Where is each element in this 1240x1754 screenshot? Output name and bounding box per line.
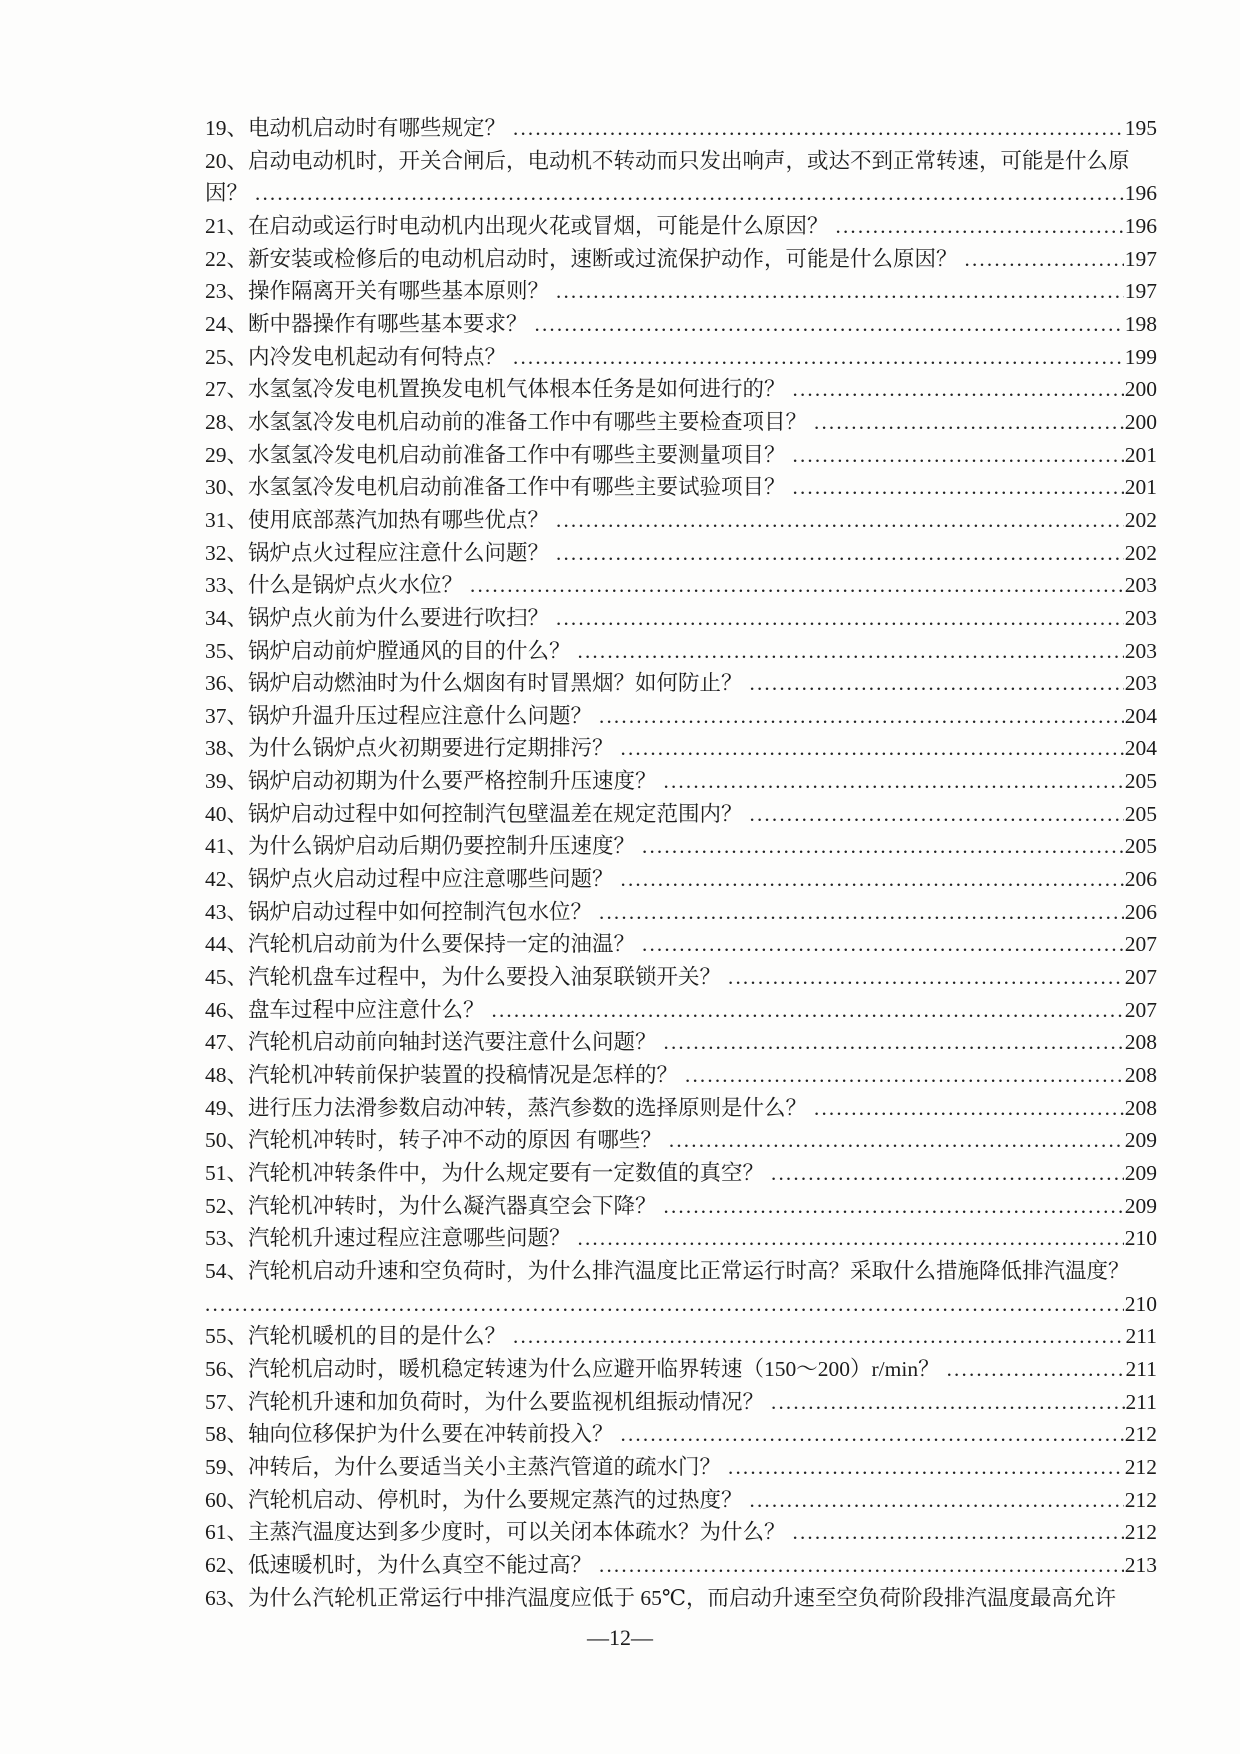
dot-leader bbox=[513, 1320, 1125, 1353]
toc-entry bbox=[205, 177, 1157, 210]
entry-number: 33、 bbox=[205, 573, 249, 598]
toc-entry bbox=[205, 275, 1157, 308]
entry-text: 汽轮机升速和加负荷时，为什么要监视机组振动情况？ bbox=[248, 1389, 765, 1414]
dot-leader bbox=[599, 1549, 1124, 1582]
entry-text: 操作隔离开关有哪些基本原则？ bbox=[248, 279, 550, 304]
entry-number: 31、 bbox=[205, 507, 249, 532]
page-number: 204 bbox=[1124, 703, 1157, 728]
toc-entry bbox=[205, 732, 1157, 765]
page-number: 208 bbox=[1124, 1030, 1157, 1055]
entry-number: 44、 bbox=[205, 932, 249, 957]
page-number: 201 bbox=[1124, 442, 1157, 467]
dot-leader bbox=[793, 471, 1124, 504]
toc-entry bbox=[205, 798, 1157, 831]
page-number: 206 bbox=[1124, 867, 1157, 892]
entry-text: 汽轮机启动、停机时，为什么要规定蒸汽的过热度？ bbox=[248, 1487, 743, 1512]
page-number: 207 bbox=[1124, 932, 1157, 957]
page-number: 212 bbox=[1124, 1487, 1157, 1512]
toc-entry bbox=[205, 243, 1157, 276]
dot-leader bbox=[556, 504, 1124, 537]
entry-number: 54、 bbox=[205, 1258, 249, 1283]
page-number: 205 bbox=[1124, 769, 1157, 794]
page-number: 212 bbox=[1124, 1422, 1157, 1447]
toc-entry bbox=[205, 569, 1157, 602]
page-number: 208 bbox=[1124, 1063, 1157, 1088]
entry-number: 50、 bbox=[205, 1128, 249, 1153]
dot-leader bbox=[836, 210, 1124, 243]
dot-leader bbox=[664, 765, 1124, 798]
entry-number: 55、 bbox=[205, 1324, 249, 1349]
page-number: 200 bbox=[1124, 377, 1157, 402]
toc-entry bbox=[205, 961, 1157, 994]
entry-text: 为什么锅炉启动后期仍要控制升压速度？ bbox=[248, 834, 636, 859]
entry-text: 汽轮机启动升速和空负荷时，为什么排汽温度比正常运行时高？采取什么措施降低排汽温度？ bbox=[248, 1258, 1130, 1283]
toc-entry bbox=[205, 1320, 1157, 1353]
page-number: 211 bbox=[1125, 1389, 1157, 1414]
entry-text: 汽轮机启动时，暖机稳定转速为什么应避开临界转速（150～200）r/min？ bbox=[248, 1356, 940, 1381]
entry-text: 电动机启动时有哪些规定？ bbox=[248, 116, 507, 140]
entry-number: 21、 bbox=[205, 213, 249, 238]
toc-entry bbox=[205, 504, 1157, 537]
entry-number: 27、 bbox=[205, 377, 249, 402]
page-number: 201 bbox=[1124, 475, 1157, 500]
page-number: 197 bbox=[1124, 246, 1157, 271]
dot-leader bbox=[513, 341, 1124, 374]
toc-entry bbox=[205, 896, 1157, 929]
dot-leader bbox=[556, 602, 1124, 635]
toc-entry bbox=[205, 341, 1157, 374]
entry-number: 62、 bbox=[205, 1552, 249, 1577]
entry-text: 锅炉启动燃油时为什么烟囱有时冒黑烟？如何防止？ bbox=[248, 671, 743, 696]
page-number: 204 bbox=[1124, 736, 1157, 761]
toc-entry bbox=[205, 537, 1157, 570]
page-number: 209 bbox=[1124, 1193, 1157, 1218]
entry-number: 24、 bbox=[205, 311, 249, 336]
entry-text: 汽轮机启动前为什么要保持一定的油温？ bbox=[248, 932, 636, 957]
page-number: 202 bbox=[1124, 540, 1157, 565]
page-number: 211 bbox=[1125, 1324, 1157, 1349]
entry-number: 37、 bbox=[205, 703, 249, 728]
page-number: 207 bbox=[1124, 965, 1157, 990]
page-number: 199 bbox=[1124, 344, 1157, 369]
page-number: 198 bbox=[1124, 311, 1157, 336]
dot-leader bbox=[750, 667, 1124, 700]
toc-entry bbox=[205, 863, 1157, 896]
page-number: 209 bbox=[1124, 1161, 1157, 1185]
dot-leader bbox=[470, 569, 1124, 602]
entry-number: 30、 bbox=[205, 475, 249, 500]
dot-leader bbox=[621, 1418, 1124, 1451]
entry-number: 20、 bbox=[205, 148, 249, 173]
dot-leader bbox=[205, 1288, 1124, 1321]
entry-text: 汽轮机盘车过程中，为什么要投入油泵联锁开关？ bbox=[248, 965, 722, 990]
dot-leader bbox=[750, 798, 1124, 831]
toc-entry bbox=[205, 1549, 1157, 1582]
entry-text: 锅炉启动过程中如何控制汽包水位？ bbox=[248, 899, 593, 924]
toc-entry bbox=[205, 210, 1157, 243]
dot-leader bbox=[664, 1190, 1124, 1223]
page-number: 209 bbox=[1124, 1128, 1157, 1153]
toc-entry bbox=[205, 1124, 1157, 1157]
entry-text: 汽轮机冲转条件中，为什么规定要有一定数值的真空？ bbox=[248, 1161, 765, 1185]
page-number: 203 bbox=[1124, 671, 1157, 696]
entry-number: 57、 bbox=[205, 1389, 249, 1414]
entry-text: 因？ bbox=[205, 181, 249, 206]
entry-number: 51、 bbox=[205, 1161, 249, 1185]
toc-entry bbox=[205, 1451, 1157, 1484]
entry-text: 在启动或运行时电动机内出现火花或冒烟，可能是什么原因？ bbox=[248, 213, 829, 238]
dot-leader bbox=[685, 1059, 1124, 1092]
dot-leader bbox=[728, 1451, 1124, 1484]
entry-text: 锅炉启动初期为什么要严格控制升压速度？ bbox=[248, 769, 657, 794]
entry-number: 58、 bbox=[205, 1422, 249, 1447]
page-number: 203 bbox=[1124, 605, 1157, 630]
entry-text: 汽轮机冲转时，为什么凝汽器真空会下降？ bbox=[248, 1193, 657, 1218]
toc-entry bbox=[205, 112, 1157, 145]
entry-number: 19、 bbox=[205, 116, 249, 140]
dot-leader bbox=[255, 177, 1124, 210]
toc-entry bbox=[205, 1157, 1157, 1190]
page-number: 210 bbox=[1124, 1226, 1157, 1251]
entry-number: 40、 bbox=[205, 801, 249, 826]
page-number: 211 bbox=[1125, 1356, 1157, 1381]
dot-leader bbox=[771, 1157, 1124, 1190]
dot-leader bbox=[793, 373, 1124, 406]
entry-text: 汽轮机冲转前保护装置的投稿情况是怎样的？ bbox=[248, 1063, 679, 1088]
entry-number: 53、 bbox=[205, 1226, 249, 1251]
entry-text: 断中器操作有哪些基本要求？ bbox=[248, 311, 528, 336]
toc-entry bbox=[205, 471, 1157, 504]
entry-text: 使用底部蒸汽加热有哪些优点？ bbox=[248, 507, 550, 532]
page-number: 202 bbox=[1124, 507, 1157, 532]
toc-entry bbox=[205, 830, 1157, 863]
entry-text: 锅炉点火启动过程中应注意哪些问题？ bbox=[248, 867, 614, 892]
toc-entry bbox=[205, 1190, 1157, 1223]
toc-entry bbox=[205, 1092, 1157, 1125]
page-number: 195 bbox=[1124, 116, 1157, 140]
toc-entry bbox=[205, 765, 1157, 798]
entry-number: 52、 bbox=[205, 1193, 249, 1218]
page-number: 207 bbox=[1124, 997, 1157, 1022]
toc-entry bbox=[205, 994, 1157, 1027]
page-number: 208 bbox=[1124, 1095, 1157, 1120]
entry-text: 锅炉启动过程中如何控制汽包壁温差在规定范围内？ bbox=[248, 801, 743, 826]
entry-number: 23、 bbox=[205, 279, 249, 304]
toc-entry bbox=[205, 1353, 1157, 1386]
entry-number: 63、 bbox=[205, 1585, 249, 1610]
dot-leader bbox=[621, 863, 1124, 896]
entry-text: 水氢氢冷发电机置换发电机气体根本任务是如何进行的？ bbox=[248, 377, 786, 402]
entry-number: 25、 bbox=[205, 344, 249, 369]
entry-number: 61、 bbox=[205, 1520, 249, 1545]
toc-entry bbox=[205, 928, 1157, 961]
dot-leader bbox=[556, 275, 1124, 308]
entry-text: 为什么锅炉点火初期要进行定期排污？ bbox=[248, 736, 614, 761]
entry-number: 49、 bbox=[205, 1095, 249, 1120]
toc-entry bbox=[205, 667, 1157, 700]
entry-number: 56、 bbox=[205, 1356, 249, 1381]
dot-leader bbox=[599, 700, 1124, 733]
dot-leader bbox=[642, 928, 1124, 961]
entry-text: 内冷发电机起动有何特点？ bbox=[248, 344, 507, 369]
entry-text: 水氢氢冷发电机启动前的准备工作中有哪些主要检查项目？ bbox=[248, 409, 808, 434]
page-number: 196 bbox=[1124, 181, 1157, 206]
entry-text: 水氢氢冷发电机启动前准备工作中有哪些主要试验项目？ bbox=[248, 475, 786, 500]
entry-text: 汽轮机升速过程应注意哪些问题？ bbox=[248, 1226, 571, 1251]
page-number: 200 bbox=[1124, 409, 1157, 434]
toc-entry bbox=[205, 1222, 1157, 1255]
page-number: 205 bbox=[1124, 801, 1157, 826]
entry-number: 46、 bbox=[205, 997, 249, 1022]
entry-text: 水氢氢冷发电机启动前准备工作中有哪些主要测量项目？ bbox=[248, 442, 786, 467]
page-number: 203 bbox=[1124, 573, 1157, 598]
dot-leader bbox=[578, 635, 1124, 668]
page-number: 205 bbox=[1124, 834, 1157, 859]
entry-number: 43、 bbox=[205, 899, 249, 924]
entry-number: 36、 bbox=[205, 671, 249, 696]
page-footer: —12— bbox=[587, 1625, 653, 1650]
entry-text: 为什么汽轮机正常运行中排汽温度应低于 65℃，而启动升速至空负荷阶段排汽温度最高允许 bbox=[248, 1585, 1116, 1610]
entry-number: 60、 bbox=[205, 1487, 249, 1512]
toc-entry bbox=[205, 145, 1157, 178]
dot-leader bbox=[642, 830, 1124, 863]
page-number: 206 bbox=[1124, 899, 1157, 924]
toc-entry bbox=[205, 1386, 1157, 1419]
toc-entry bbox=[205, 1288, 1157, 1321]
entry-number: 48、 bbox=[205, 1063, 249, 1088]
entry-text: 新安装或检修后的电动机启动时，速断或过流保护动作，可能是什么原因？ bbox=[248, 246, 958, 271]
dot-leader bbox=[513, 112, 1124, 145]
toc-entry bbox=[205, 1516, 1157, 1549]
entry-text: 什么是锅炉点火水位？ bbox=[248, 573, 464, 598]
dot-leader bbox=[669, 1124, 1124, 1157]
entry-text: 轴向位移保护为什么要在冲转前投入？ bbox=[248, 1422, 614, 1447]
toc-entry bbox=[205, 635, 1157, 668]
dot-leader bbox=[793, 439, 1124, 472]
dot-leader bbox=[771, 1386, 1125, 1419]
entry-text: 锅炉升温升压过程应注意什么问题？ bbox=[248, 703, 593, 728]
toc-entry bbox=[205, 308, 1157, 341]
toc-entry bbox=[205, 406, 1157, 439]
entry-number: 47、 bbox=[205, 1030, 249, 1055]
toc-entry bbox=[205, 1255, 1157, 1288]
dot-leader bbox=[556, 537, 1124, 570]
toc-entry bbox=[205, 373, 1157, 406]
entry-text: 低速暖机时，为什么真空不能过高？ bbox=[248, 1552, 593, 1577]
entry-number: 29、 bbox=[205, 442, 249, 467]
entry-text: 冲转后，为什么要适当关小主蒸汽管道的疏水门？ bbox=[248, 1454, 722, 1479]
entry-text: 汽轮机暖机的目的是什么？ bbox=[248, 1324, 507, 1349]
dot-leader bbox=[793, 1516, 1124, 1549]
dot-leader bbox=[947, 1353, 1125, 1386]
toc-entry bbox=[205, 1484, 1157, 1517]
toc-entry bbox=[205, 602, 1157, 635]
entry-text: 盘车过程中应注意什么？ bbox=[248, 997, 485, 1022]
entry-text: 汽轮机启动前向轴封送汽要注意什么问题？ bbox=[248, 1030, 657, 1055]
toc-entry bbox=[205, 439, 1157, 472]
entry-number: 42、 bbox=[205, 867, 249, 892]
dot-leader bbox=[578, 1222, 1124, 1255]
dot-leader bbox=[728, 961, 1124, 994]
entry-number: 38、 bbox=[205, 736, 249, 761]
entry-text: 锅炉点火前为什么要进行吹扫？ bbox=[248, 605, 550, 630]
dot-leader bbox=[621, 732, 1124, 765]
entry-number: 41、 bbox=[205, 834, 249, 859]
entry-number: 45、 bbox=[205, 965, 249, 990]
dot-leader bbox=[535, 308, 1124, 341]
dot-leader bbox=[965, 243, 1124, 276]
toc-entry bbox=[205, 700, 1157, 733]
page-number: 213 bbox=[1124, 1552, 1157, 1577]
page-number: 196 bbox=[1124, 213, 1157, 238]
entry-text: 启动电动机时，开关合闸后，电动机不转动而只发出响声，或达不到正常转速，可能是什么原 bbox=[248, 148, 1130, 173]
toc-entry bbox=[205, 1026, 1157, 1059]
entry-number: 59、 bbox=[205, 1454, 249, 1479]
toc-entry bbox=[205, 1418, 1157, 1451]
dot-leader bbox=[814, 1092, 1124, 1125]
toc-list bbox=[205, 112, 1157, 1614]
page-number: 210 bbox=[1124, 1291, 1157, 1316]
entry-text: 主蒸汽温度达到多少度时，可以关闭本体疏水？为什么？ bbox=[248, 1520, 786, 1545]
toc-entry bbox=[205, 1059, 1157, 1092]
entry-number: 39、 bbox=[205, 769, 249, 794]
dot-leader bbox=[492, 994, 1124, 1027]
page-number: 203 bbox=[1124, 638, 1157, 663]
entry-number: 32、 bbox=[205, 540, 249, 565]
entry-text: 进行压力法滑参数启动冲转，蒸汽参数的选择原则是什么？ bbox=[248, 1095, 808, 1120]
entry-text: 锅炉启动前炉膛通风的目的什么？ bbox=[248, 638, 571, 663]
entry-text: 锅炉点火过程应注意什么问题？ bbox=[248, 540, 550, 565]
entry-number: 22、 bbox=[205, 246, 249, 271]
page-number: 197 bbox=[1124, 279, 1157, 304]
entry-number: 35、 bbox=[205, 638, 249, 663]
entry-number: 34、 bbox=[205, 605, 249, 630]
entry-text: 汽轮机冲转时，转子冲不动的原因 有哪些？ bbox=[248, 1128, 662, 1153]
dot-leader bbox=[664, 1026, 1124, 1059]
dot-leader bbox=[750, 1484, 1124, 1517]
page-number: 212 bbox=[1124, 1520, 1157, 1545]
dot-leader bbox=[599, 896, 1124, 929]
toc-entry bbox=[205, 1582, 1157, 1615]
page-number: 212 bbox=[1124, 1454, 1157, 1479]
dot-leader bbox=[814, 406, 1124, 439]
entry-number: 28、 bbox=[205, 409, 249, 434]
